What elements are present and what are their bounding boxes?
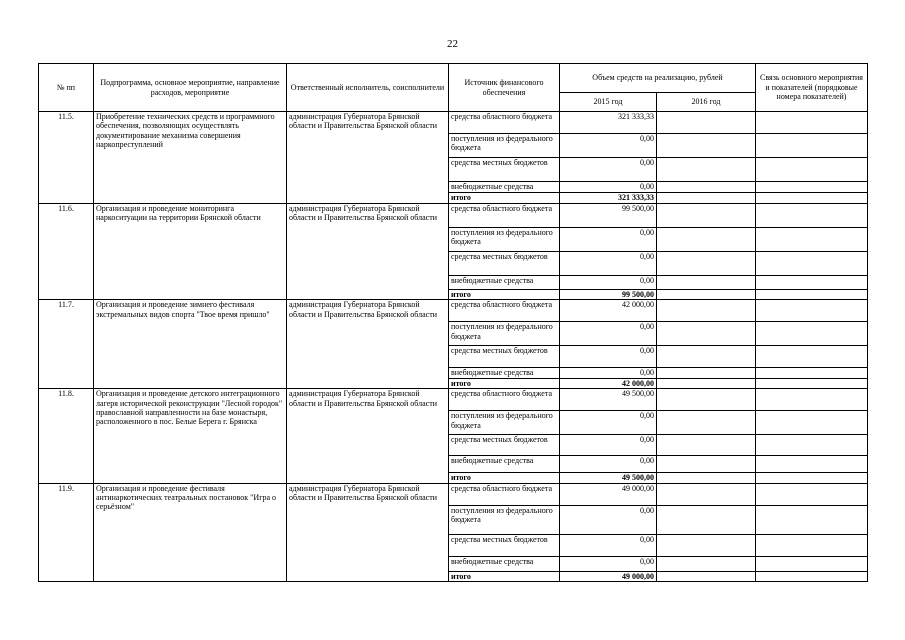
amount-2016 — [657, 389, 756, 411]
section-number: 11.7. — [39, 300, 94, 389]
amount-2016 — [657, 556, 756, 571]
amount-2015: 42 000,00 — [560, 300, 657, 322]
budget-table — [38, 63, 868, 582]
funding-source: средства областного бюджета — [449, 300, 560, 322]
amount-2015: 0,00 — [560, 534, 657, 556]
amount-2016 — [657, 435, 756, 456]
amount-2015: 0,00 — [560, 435, 657, 456]
section-executor: администрация Губернатора Брянской области и Правительства Брянской области — [287, 389, 449, 483]
funding-source: средства местных бюджетов — [449, 435, 560, 456]
amount-2015: 0,00 — [560, 252, 657, 276]
amount-2016 — [657, 276, 756, 290]
section-number: 11.9. — [39, 483, 94, 581]
indicator-link — [756, 322, 868, 346]
indicator-link — [756, 505, 868, 534]
indicator-link — [756, 435, 868, 456]
amount-2015: 49 500,00 — [560, 389, 657, 411]
amount-2016 — [657, 534, 756, 556]
amount-2015: 99 500,00 — [560, 290, 657, 300]
funding-source: поступления из федерального бюджета — [449, 134, 560, 158]
col-header-amount: Объем средств на реализацию, рублей — [560, 64, 756, 93]
amount-2016 — [657, 368, 756, 378]
indicator-link — [756, 134, 868, 158]
amount-2016 — [657, 456, 756, 473]
indicator-link — [756, 368, 868, 378]
amount-2015: 0,00 — [560, 505, 657, 534]
section-executor: администрация Губернатора Брянской области и Правительства Брянской области — [287, 483, 449, 581]
amount-2015: 0,00 — [560, 134, 657, 158]
section-title: Организация и проведение детского интеграционного лагеря исторической реконструкции "Лесной городок" православной направленности на базе монастыря, расположенного в пос. Белые Берега г. Брянска — [94, 389, 287, 483]
amount-2016 — [657, 228, 756, 252]
section-title: Организация и проведение зимнего фестиваля экстремальных видов спорта "Твое время пришло" — [94, 300, 287, 389]
funding-source: внебюджетные средства — [449, 556, 560, 571]
funding-source: итого — [449, 378, 560, 388]
indicator-link — [756, 158, 868, 182]
indicator-link — [756, 389, 868, 411]
section-executor: администрация Губернатора Брянской области и Правительства Брянской области — [287, 204, 449, 300]
col-header-executor: Ответственный исполнитель, соисполнители — [287, 64, 449, 112]
indicator-link — [756, 204, 868, 228]
amount-2015: 0,00 — [560, 158, 657, 182]
amount-2015: 0,00 — [560, 556, 657, 571]
amount-2016 — [657, 483, 756, 505]
indicator-link — [756, 228, 868, 252]
indicator-link — [756, 571, 868, 581]
funding-source: поступления из федерального бюджета — [449, 228, 560, 252]
section-executor: администрация Губернатора Брянской области и Правительства Брянской области — [287, 300, 449, 389]
table-row — [39, 112, 868, 134]
col-header-program: Подпрограмма, основное мероприятие, направление расходов, мероприятие — [94, 64, 287, 112]
amount-2016 — [657, 134, 756, 158]
indicator-link — [756, 290, 868, 300]
funding-source: средства областного бюджета — [449, 112, 560, 134]
col-header-sources: Источник финансового обеспечения — [449, 64, 560, 112]
amount-2016 — [657, 473, 756, 483]
funding-source: итого — [449, 473, 560, 483]
funding-source: средства областного бюджета — [449, 483, 560, 505]
amount-2016 — [657, 182, 756, 193]
funding-source: внебюджетные средства — [449, 456, 560, 473]
table-body — [39, 112, 868, 582]
funding-source: внебюджетные средства — [449, 368, 560, 378]
amount-2015: 49 500,00 — [560, 473, 657, 483]
amount-2015: 321 333,33 — [560, 193, 657, 204]
amount-2016 — [657, 378, 756, 388]
funding-source: итого — [449, 193, 560, 204]
indicator-link — [756, 193, 868, 204]
amount-2016 — [657, 158, 756, 182]
col-header-2015: 2015 год — [560, 93, 657, 112]
section-title: Приобретение технических средств и программного обеспечения, позволяющих осуществлять документирование механизма совершения наркопреступлений — [94, 112, 287, 204]
funding-source: итого — [449, 290, 560, 300]
amount-2015: 49 000,00 — [560, 483, 657, 505]
funding-source: средства местных бюджетов — [449, 346, 560, 368]
funding-source: средства местных бюджетов — [449, 158, 560, 182]
section-number: 11.6. — [39, 204, 94, 300]
indicator-link — [756, 300, 868, 322]
indicator-link — [756, 411, 868, 435]
amount-2015: 0,00 — [560, 411, 657, 435]
funding-source: итого — [449, 571, 560, 581]
amount-2016 — [657, 322, 756, 346]
page-number: 22 — [447, 38, 458, 50]
amount-2015: 42 000,00 — [560, 378, 657, 388]
amount-2015: 0,00 — [560, 276, 657, 290]
funding-source: средства областного бюджета — [449, 204, 560, 228]
indicator-link — [756, 276, 868, 290]
section-title: Организация и проведение фестиваля антинаркотических театральных постановок "Игра о серьёзном" — [94, 483, 287, 581]
amount-2015: 0,00 — [560, 182, 657, 193]
table-row — [39, 204, 868, 228]
indicator-link — [756, 346, 868, 368]
amount-2015: 321 333,33 — [560, 112, 657, 134]
amount-2016 — [657, 252, 756, 276]
col-header-2016: 2016 год — [657, 93, 756, 112]
indicator-link — [756, 182, 868, 193]
amount-2016 — [657, 290, 756, 300]
col-header-num: № пп — [39, 64, 94, 112]
amount-2015: 0,00 — [560, 228, 657, 252]
col-header-link: Связь основного мероприятия и показателей (порядковые номера показателей) — [756, 64, 868, 112]
amount-2015: 49 000,00 — [560, 571, 657, 581]
funding-source: поступления из федерального бюджета — [449, 411, 560, 435]
indicator-link — [756, 483, 868, 505]
indicator-link — [756, 534, 868, 556]
amount-2016 — [657, 505, 756, 534]
amount-2015: 0,00 — [560, 368, 657, 378]
amount-2016 — [657, 571, 756, 581]
funding-source: внебюджетные средства — [449, 182, 560, 193]
funding-source: средства областного бюджета — [449, 389, 560, 411]
amount-2016 — [657, 346, 756, 368]
amount-2016 — [657, 112, 756, 134]
funding-source: поступления из федерального бюджета — [449, 505, 560, 534]
section-executor: администрация Губернатора Брянской области и Правительства Брянской области — [287, 112, 449, 204]
section-title: Организация и проведение мониторинга наркоситуации на территории Брянской области — [94, 204, 287, 300]
amount-2016 — [657, 300, 756, 322]
amount-2015: 0,00 — [560, 346, 657, 368]
amount-2016 — [657, 204, 756, 228]
funding-source: средства местных бюджетов — [449, 252, 560, 276]
funding-source: средства местных бюджетов — [449, 534, 560, 556]
amount-2016 — [657, 411, 756, 435]
section-number: 11.5. — [39, 112, 94, 204]
table-row — [39, 483, 868, 505]
indicator-link — [756, 473, 868, 483]
funding-source: поступления из федерального бюджета — [449, 322, 560, 346]
table-row — [39, 300, 868, 322]
amount-2015: 0,00 — [560, 456, 657, 473]
indicator-link — [756, 252, 868, 276]
indicator-link — [756, 556, 868, 571]
indicator-link — [756, 112, 868, 134]
amount-2015: 99 500,00 — [560, 204, 657, 228]
amount-2015: 0,00 — [560, 322, 657, 346]
table-row — [39, 389, 868, 411]
amount-2016 — [657, 193, 756, 204]
indicator-link — [756, 456, 868, 473]
indicator-link — [756, 378, 868, 388]
section-number: 11.8. — [39, 389, 94, 483]
funding-source: внебюджетные средства — [449, 276, 560, 290]
